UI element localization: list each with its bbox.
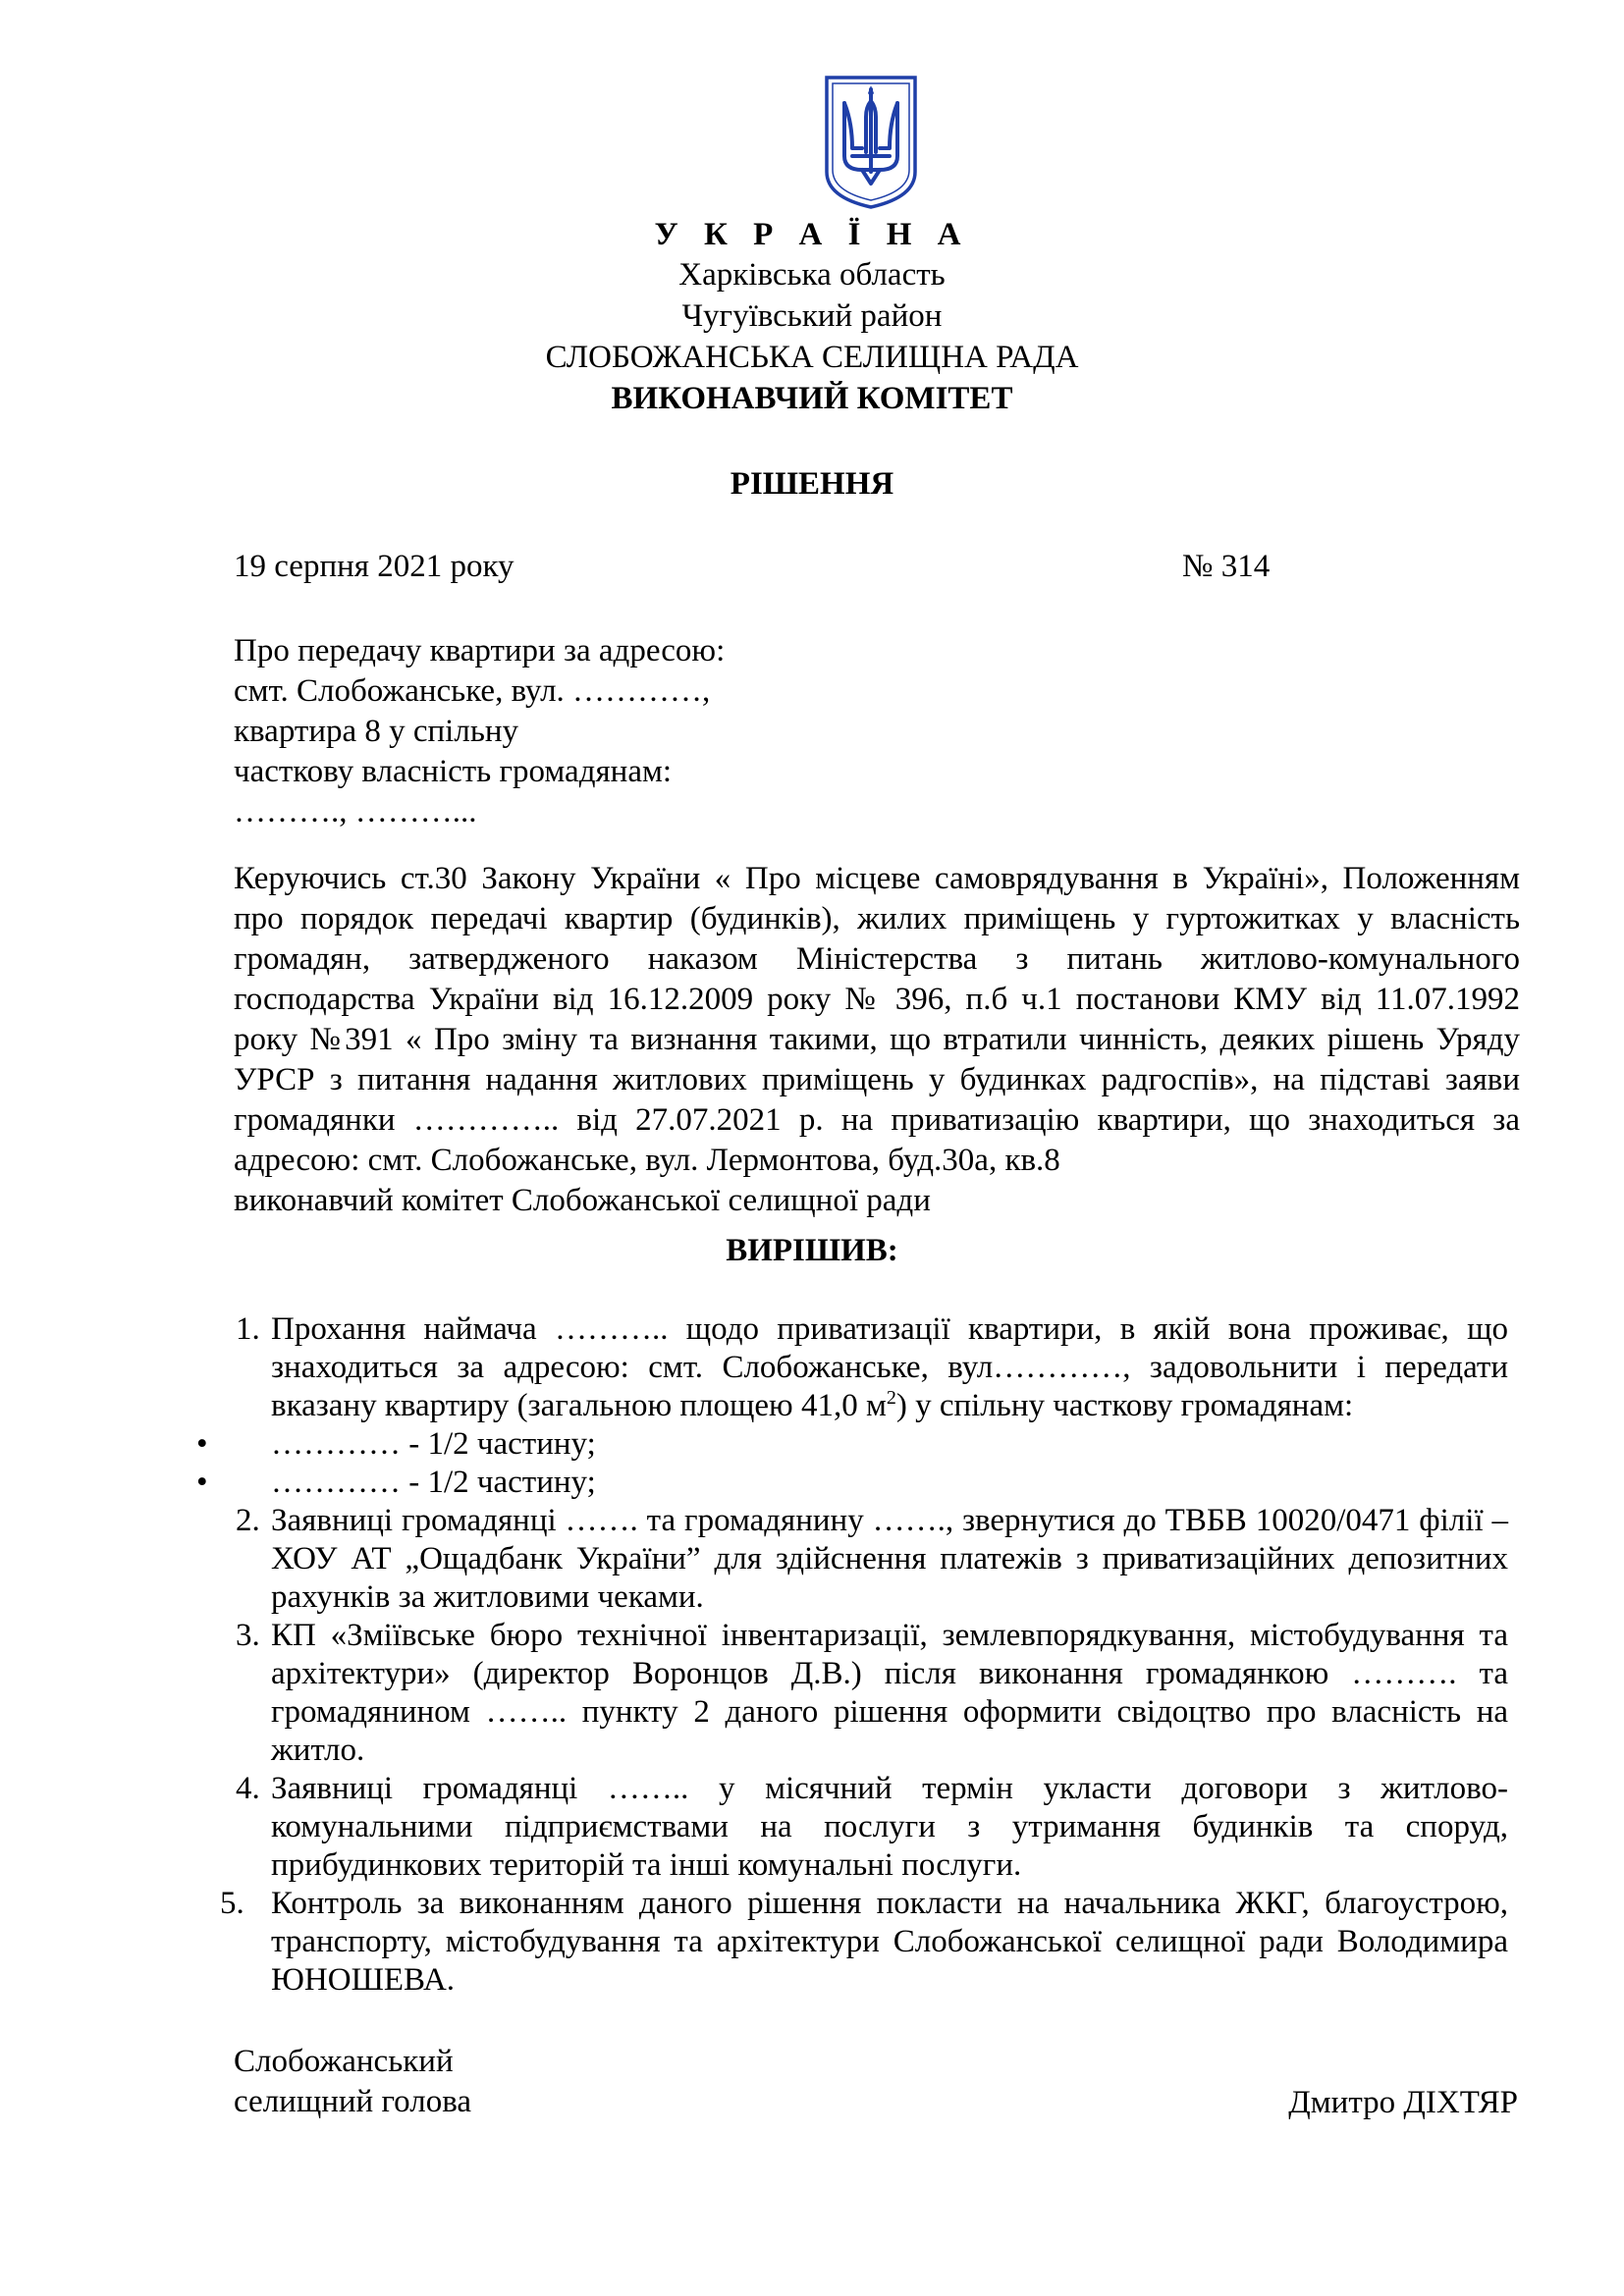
signature-position-line: селищний голова — [234, 2084, 472, 2119]
bullet-mark: • — [196, 1426, 208, 1462]
decision-item-2 — [222, 1502, 1508, 1617]
document-type-heading: РІШЕННЯ — [730, 466, 894, 502]
signature-position — [234, 2042, 471, 2122]
preamble-line: господарства України від 16.12.2009 року № 396, п.б ч.1 постанови КМУ від 11.07.1992 — [234, 982, 1520, 1017]
subject-line: смт. Слобожанське, вул. …………, — [234, 673, 711, 709]
council-line: СЛОБОЖАНСЬКА СЕЛИЩНА РАДА — [545, 340, 1079, 375]
subject-block — [234, 631, 725, 832]
decision-item-5 — [222, 1885, 1508, 2000]
document-date: 19 серпня 2021 року — [234, 549, 514, 584]
item-line: Контроль за виконанням даного рішення покласти на начальника ЖКГ, благоустрою, — [271, 1886, 1508, 1921]
item-number: 4. — [236, 1771, 260, 1806]
decision-list — [196, 1310, 1508, 2000]
signature-position-line: Слобожанський — [234, 2044, 454, 2079]
item-line: рахунків за житловими чеками. — [271, 1579, 704, 1615]
preamble-line: громадян, затвердженого наказом Міністерства з питань житлово-комунального — [234, 941, 1520, 977]
item-line: КП «Зміївське бюро технічної інвентаризації, землевпорядкування, містобудування та — [271, 1618, 1508, 1653]
preamble-line: адресою: смт. Слобожанське, вул. Лермонтова, буд.30а, кв.8 — [234, 1143, 1060, 1178]
decision-item-3 — [222, 1617, 1508, 1770]
decision-item-4 — [222, 1770, 1508, 1885]
item-text: ) у спільну часткову громадянам: — [895, 1388, 1354, 1423]
region-line: Харківська область — [678, 257, 946, 293]
item-number: 3. — [236, 1618, 260, 1653]
item-number: 5. — [220, 1886, 244, 1921]
district-line: Чугуївський район — [681, 298, 943, 334]
item-line-with-superscript — [271, 1387, 1508, 1425]
item-line: знаходиться за адресою: смт. Слобожанське, вул…………, задовольнити і передати — [271, 1350, 1508, 1385]
country-title: У К Р А Ї Н А — [654, 217, 970, 252]
preamble-line: року №391 « Про зміну та визнання такими, що втратили чинність, деяких рішень Уряду — [234, 1022, 1520, 1057]
preamble-line: громадянки ………….. від 27.07.2021 р. на приватизацію квартири, що знаходиться за — [234, 1102, 1520, 1138]
preamble-line: виконавчий комітет Слобожанської селищної ради — [234, 1183, 931, 1218]
item-line: громадянином …….. пункту 2 даного рішення оформити свідоцтво про власність на — [271, 1694, 1508, 1730]
item-line: архітектури» (директор Воронцов Д.В.) після виконання громадянкою ………. та — [271, 1656, 1508, 1691]
document-number: № 314 — [1182, 549, 1271, 584]
subject-line: часткову власність громадянам: — [234, 754, 673, 789]
item-line: прибудинкових територій та інші комунальні послуги. — [271, 1847, 1022, 1883]
committee-line: ВИКОНАВЧИЙ КОМІТЕТ — [611, 381, 1013, 416]
item-line: комунальними підприємствами на послуги з утримання будинків та споруд, — [271, 1809, 1508, 1844]
item-line: ХОУ АТ „Ощадбанк України” для здійснення платежів з приватизаційних депозитних — [271, 1541, 1508, 1576]
subject-line: квартира 8 у спільну — [234, 714, 519, 749]
superscript: 2 — [886, 1387, 896, 1409]
preamble-line: Керуючись ст.30 Закону України « Про місцеве самоврядування в Україні», Положенням — [234, 861, 1520, 896]
item-number: 2. — [236, 1503, 260, 1538]
preamble-block — [234, 859, 1520, 1221]
signature-name: Дмитро ДІХТЯР — [1288, 2085, 1518, 2120]
bullet-text: ………… - 1/2 частину; — [271, 1465, 596, 1500]
item-line: транспорту, містобудування та архітектури Слобожанської селищної ради Володимира — [271, 1924, 1508, 1959]
decision-heading: ВИРІШИВ: — [726, 1233, 898, 1268]
item-text: вказану квартиру (загальною площею 41,0 м — [271, 1388, 887, 1423]
bullet-text: ………… - 1/2 частину; — [271, 1426, 596, 1462]
bullet-item — [173, 1464, 1508, 1502]
item-line: Заявниці громадянці ……. та громадянину ……., звернутися до ТВБВ 10020/0471 філії – — [271, 1503, 1508, 1538]
subject-line: ………., ………... — [234, 794, 477, 829]
ukraine-coat-of-arms-icon — [823, 74, 919, 211]
item-line: Заявниці громадянці …….. у місячний термін укласти договори з житлово- — [271, 1771, 1508, 1806]
decision-item-1 — [222, 1310, 1508, 1425]
item-number: 1. — [236, 1311, 260, 1347]
item-line: ЮНОШЕВА. — [271, 1962, 456, 1998]
item-line: Прохання наймача ……….. щодо приватизації квартири, в якій вона проживає, що — [271, 1311, 1508, 1347]
item-line: житло. — [271, 1733, 365, 1768]
preamble-line: УРСР з питання надання житлових приміщень у будинках радгоспів», на підставі заяви — [234, 1062, 1520, 1097]
bullet-mark: • — [196, 1465, 208, 1500]
bullet-item — [173, 1425, 1508, 1464]
preamble-line: про порядок передачі квартир (будинків), жилих приміщень у гуртожитках у власність — [234, 901, 1520, 936]
subject-line: Про передачу квартири за адресою: — [234, 633, 726, 668]
